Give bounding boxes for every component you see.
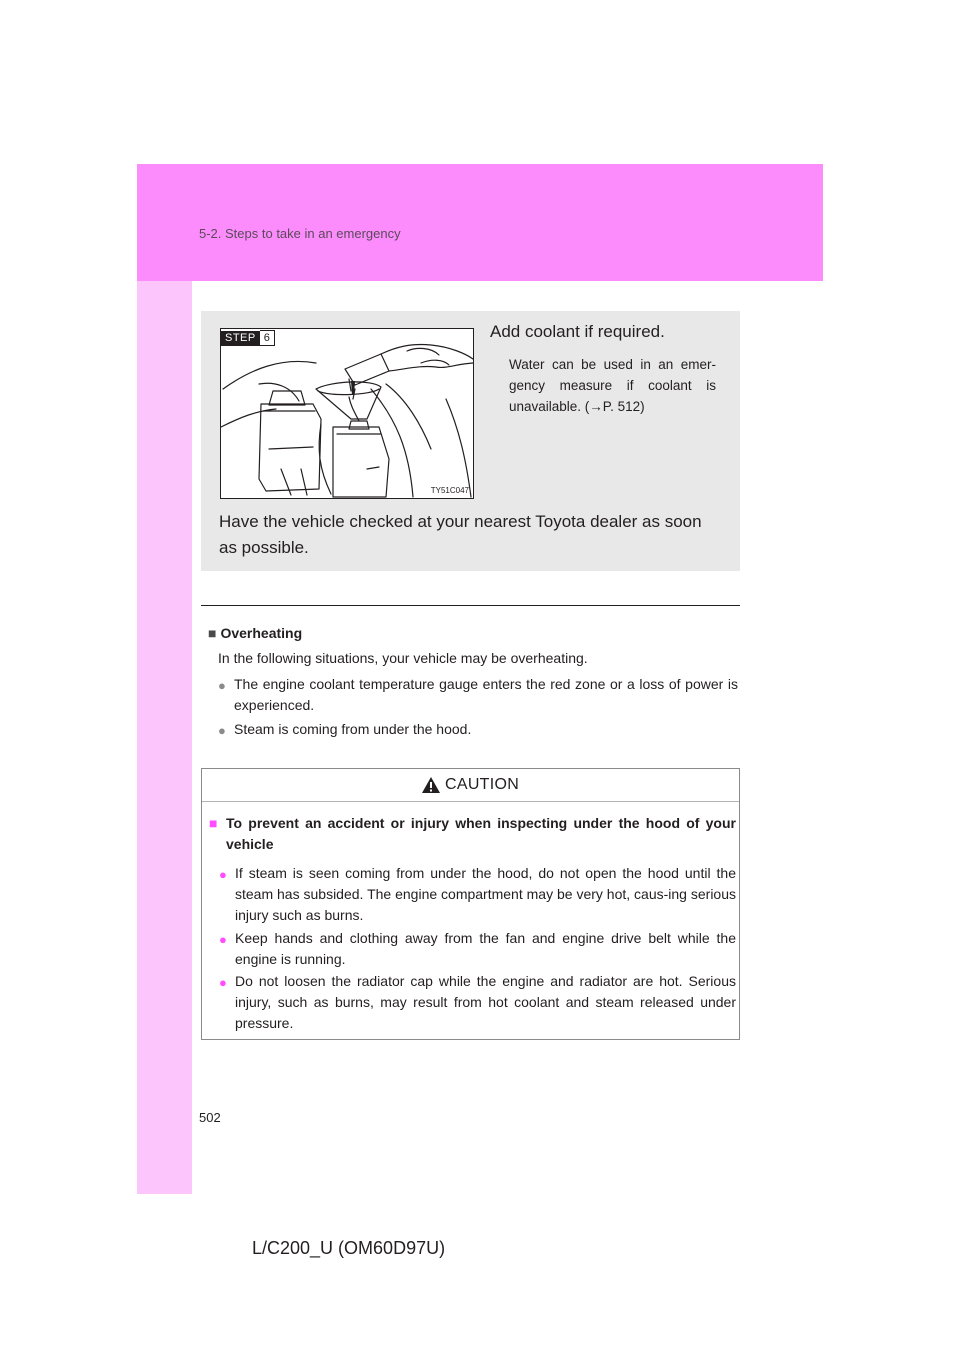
caution-bullet-text: Do not loosen the radiator cap while the engine and radiator are hot. Serious injury, such as burns, may result from hot coolant and steam released under pressure. bbox=[235, 973, 736, 1031]
circle-bullet-icon: ● bbox=[219, 932, 227, 947]
step-footer-text: Have the vehicle checked at your nearest Toyota dealer as soon as possible. bbox=[219, 512, 702, 557]
circle-bullet-icon: ● bbox=[218, 723, 226, 738]
caution-bullet-text: If steam is seen coming from under the hood, do not open the hood until the steam has subsided. The engine compartment may be very hot, caus-ing serious injury such as burns. bbox=[235, 865, 736, 923]
circle-bullet-icon: ● bbox=[219, 867, 227, 882]
page-number: 502 bbox=[199, 1110, 221, 1125]
step-title: Add coolant if required. bbox=[490, 322, 665, 341]
caution-bullet-text: Keep hands and clothing away from the fan and engine drive belt while the engine is running. bbox=[235, 930, 736, 967]
side-tab-band bbox=[137, 164, 192, 1194]
caution-heading-text: To prevent an accident or injury when inspecting under the hood of your vehicle bbox=[226, 815, 736, 852]
header-band bbox=[137, 164, 823, 281]
engine-bay-drawing bbox=[221, 329, 473, 498]
overheating-bullet-text: The engine coolant temperature gauge enters the red zone or a loss of power is experienced. bbox=[234, 676, 738, 713]
circle-bullet-icon: ● bbox=[218, 678, 226, 693]
caution-label: CAUTION bbox=[445, 776, 520, 793]
section-title: 5-2. Steps to take in an emergency bbox=[199, 226, 401, 241]
overheating-heading-text: Overheating bbox=[220, 625, 303, 641]
step-badge-number: 6 bbox=[260, 330, 275, 346]
caution-bullet bbox=[219, 971, 736, 1034]
caution-header bbox=[202, 769, 739, 802]
caution-bullet bbox=[219, 863, 736, 926]
overheating-bullet-text: Steam is coming from under the hood. bbox=[234, 721, 472, 737]
section-divider bbox=[201, 605, 740, 606]
overheating-bullet bbox=[218, 719, 738, 740]
step-note: Water can be used in an emer-gency measure if coolant is unavailable. (→P. 512) bbox=[509, 357, 716, 414]
caution-box bbox=[201, 768, 740, 1040]
figure-code: TY51C047 bbox=[430, 486, 469, 495]
square-bullet-icon: ■ bbox=[208, 625, 217, 641]
step-badge-label: STEP bbox=[221, 331, 260, 346]
warning-triangle-icon bbox=[421, 776, 441, 794]
square-bullet-icon: ■ bbox=[209, 815, 218, 831]
circle-bullet-icon: ● bbox=[219, 975, 227, 990]
caution-bullet bbox=[219, 928, 736, 970]
overheating-bullet bbox=[218, 674, 738, 716]
caution-heading bbox=[209, 813, 736, 855]
coolant-illustration bbox=[220, 328, 474, 499]
overheating-intro: In the following situations, your vehicle may be overheating. bbox=[218, 650, 588, 666]
step-badge bbox=[221, 331, 275, 346]
document-code: L/C200_U (OM60D97U) bbox=[252, 1238, 446, 1258]
overheating-heading bbox=[208, 625, 302, 641]
